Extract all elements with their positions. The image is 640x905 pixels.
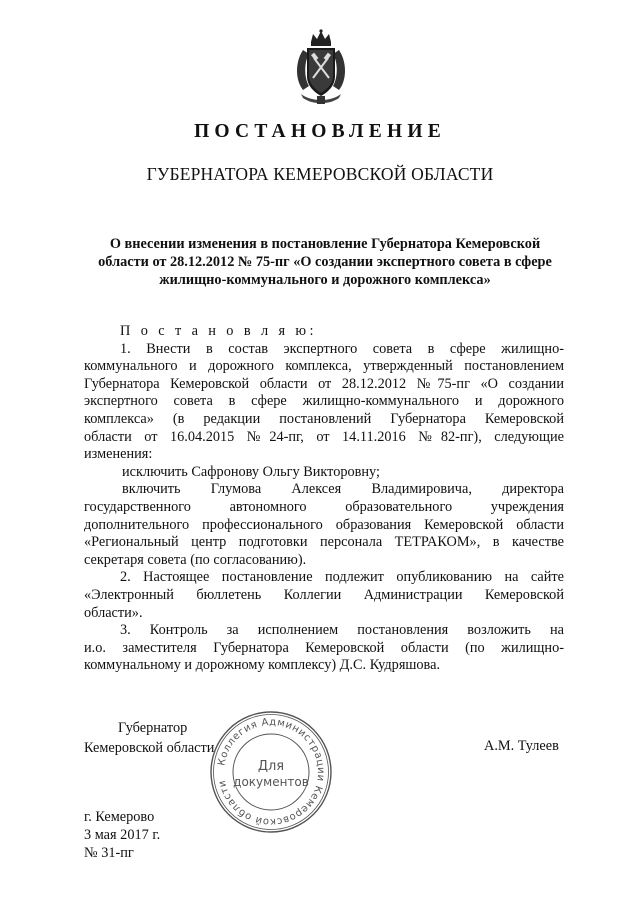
signatory-name: А.М. Тулеев (484, 738, 559, 754)
body-line: 1. Внести в состав экспертного совета в сфере жилищно- (120, 340, 564, 357)
body-line: 2. Настоящее постановление подлежит опубликованию на сайте (120, 569, 564, 586)
coat-of-arms-icon (293, 28, 349, 106)
subject-line: области от 28.12.2012 № 75-пг «О создании экспертного совета в сфере (98, 254, 552, 270)
body-line: изменения: (84, 446, 153, 463)
body-line: области». (84, 604, 143, 621)
body-line: и.о. заместителя Губернатора Кемеровской области (по жилищно- (84, 639, 564, 656)
signatory-title (84, 718, 214, 758)
document-number: № 31-пг (84, 845, 134, 861)
body-line: «Региональный центр подготовки персонала ТЕТРАКОМ», в качестве (84, 534, 564, 551)
document-footer (84, 808, 160, 862)
issuing-authority: ГУБЕРНАТОРА КЕМЕРОВСКОЙ ОБЛАСТИ (146, 164, 494, 184)
official-stamp (207, 708, 335, 836)
signatory-title-line: Кемеровской области (84, 740, 215, 756)
document-subject (90, 235, 560, 289)
body-line: 3. Контроль за исполнением постановления возложить на (120, 622, 564, 639)
body-line: дополнительного профессионального образования Кемеровской области (84, 516, 564, 533)
issue-date: 3 мая 2017 г. (84, 827, 161, 843)
subject-line: О внесении изменения в постановление Губернатора Кемеровской (109, 236, 541, 252)
signatory-title-line: Губернатор (118, 720, 188, 736)
body-line: «Электронный бюллетень Коллегии Администрации Кемеровской (84, 586, 564, 603)
body-line: Губернатора Кемеровской области от 28.12.2012 №75-пг «О создании (84, 375, 564, 392)
resolution-word: П о с т а н о в л я ю: (120, 323, 317, 339)
body-line: области от 16.04.2015 №24-пг, от 14.11.2016 №82-пг), следующие (84, 428, 564, 445)
subject-line: жилищно-коммунального и дорожного комплекса» (159, 272, 491, 288)
body-line: комплекса» (в редакции постановлений Губернатора Кемеровской (84, 410, 564, 427)
stamp-center-line: Для (257, 759, 285, 774)
stamp-ring-text: Коллегия Администрации Кемеровской области (216, 716, 327, 828)
body-line: включить Глумова Алексея Владимировича, директора (122, 481, 564, 498)
body-line: коммунальному и дорожному комплексу) Д.С. Кудряшова. (84, 657, 441, 674)
stamp-center-line: документов (233, 775, 309, 789)
body-line: экспертного совета в сфере жилищно-коммунального и дорожного (84, 393, 564, 410)
body-line: государственного автономного образовательного учреждения (84, 498, 564, 515)
body-line: исключить Сафронову Ольгу Викторовну; (122, 463, 380, 480)
document-body (84, 323, 564, 675)
document-type-heading: ПОСТАНОВЛЕНИЕ (194, 121, 446, 142)
body-line: секретаря совета (по согласованию). (84, 551, 307, 568)
body-line: коммунального и дорожного комплекса, утвержденный постановлением (84, 358, 564, 375)
place-of-issue: г. Кемерово (84, 809, 155, 825)
